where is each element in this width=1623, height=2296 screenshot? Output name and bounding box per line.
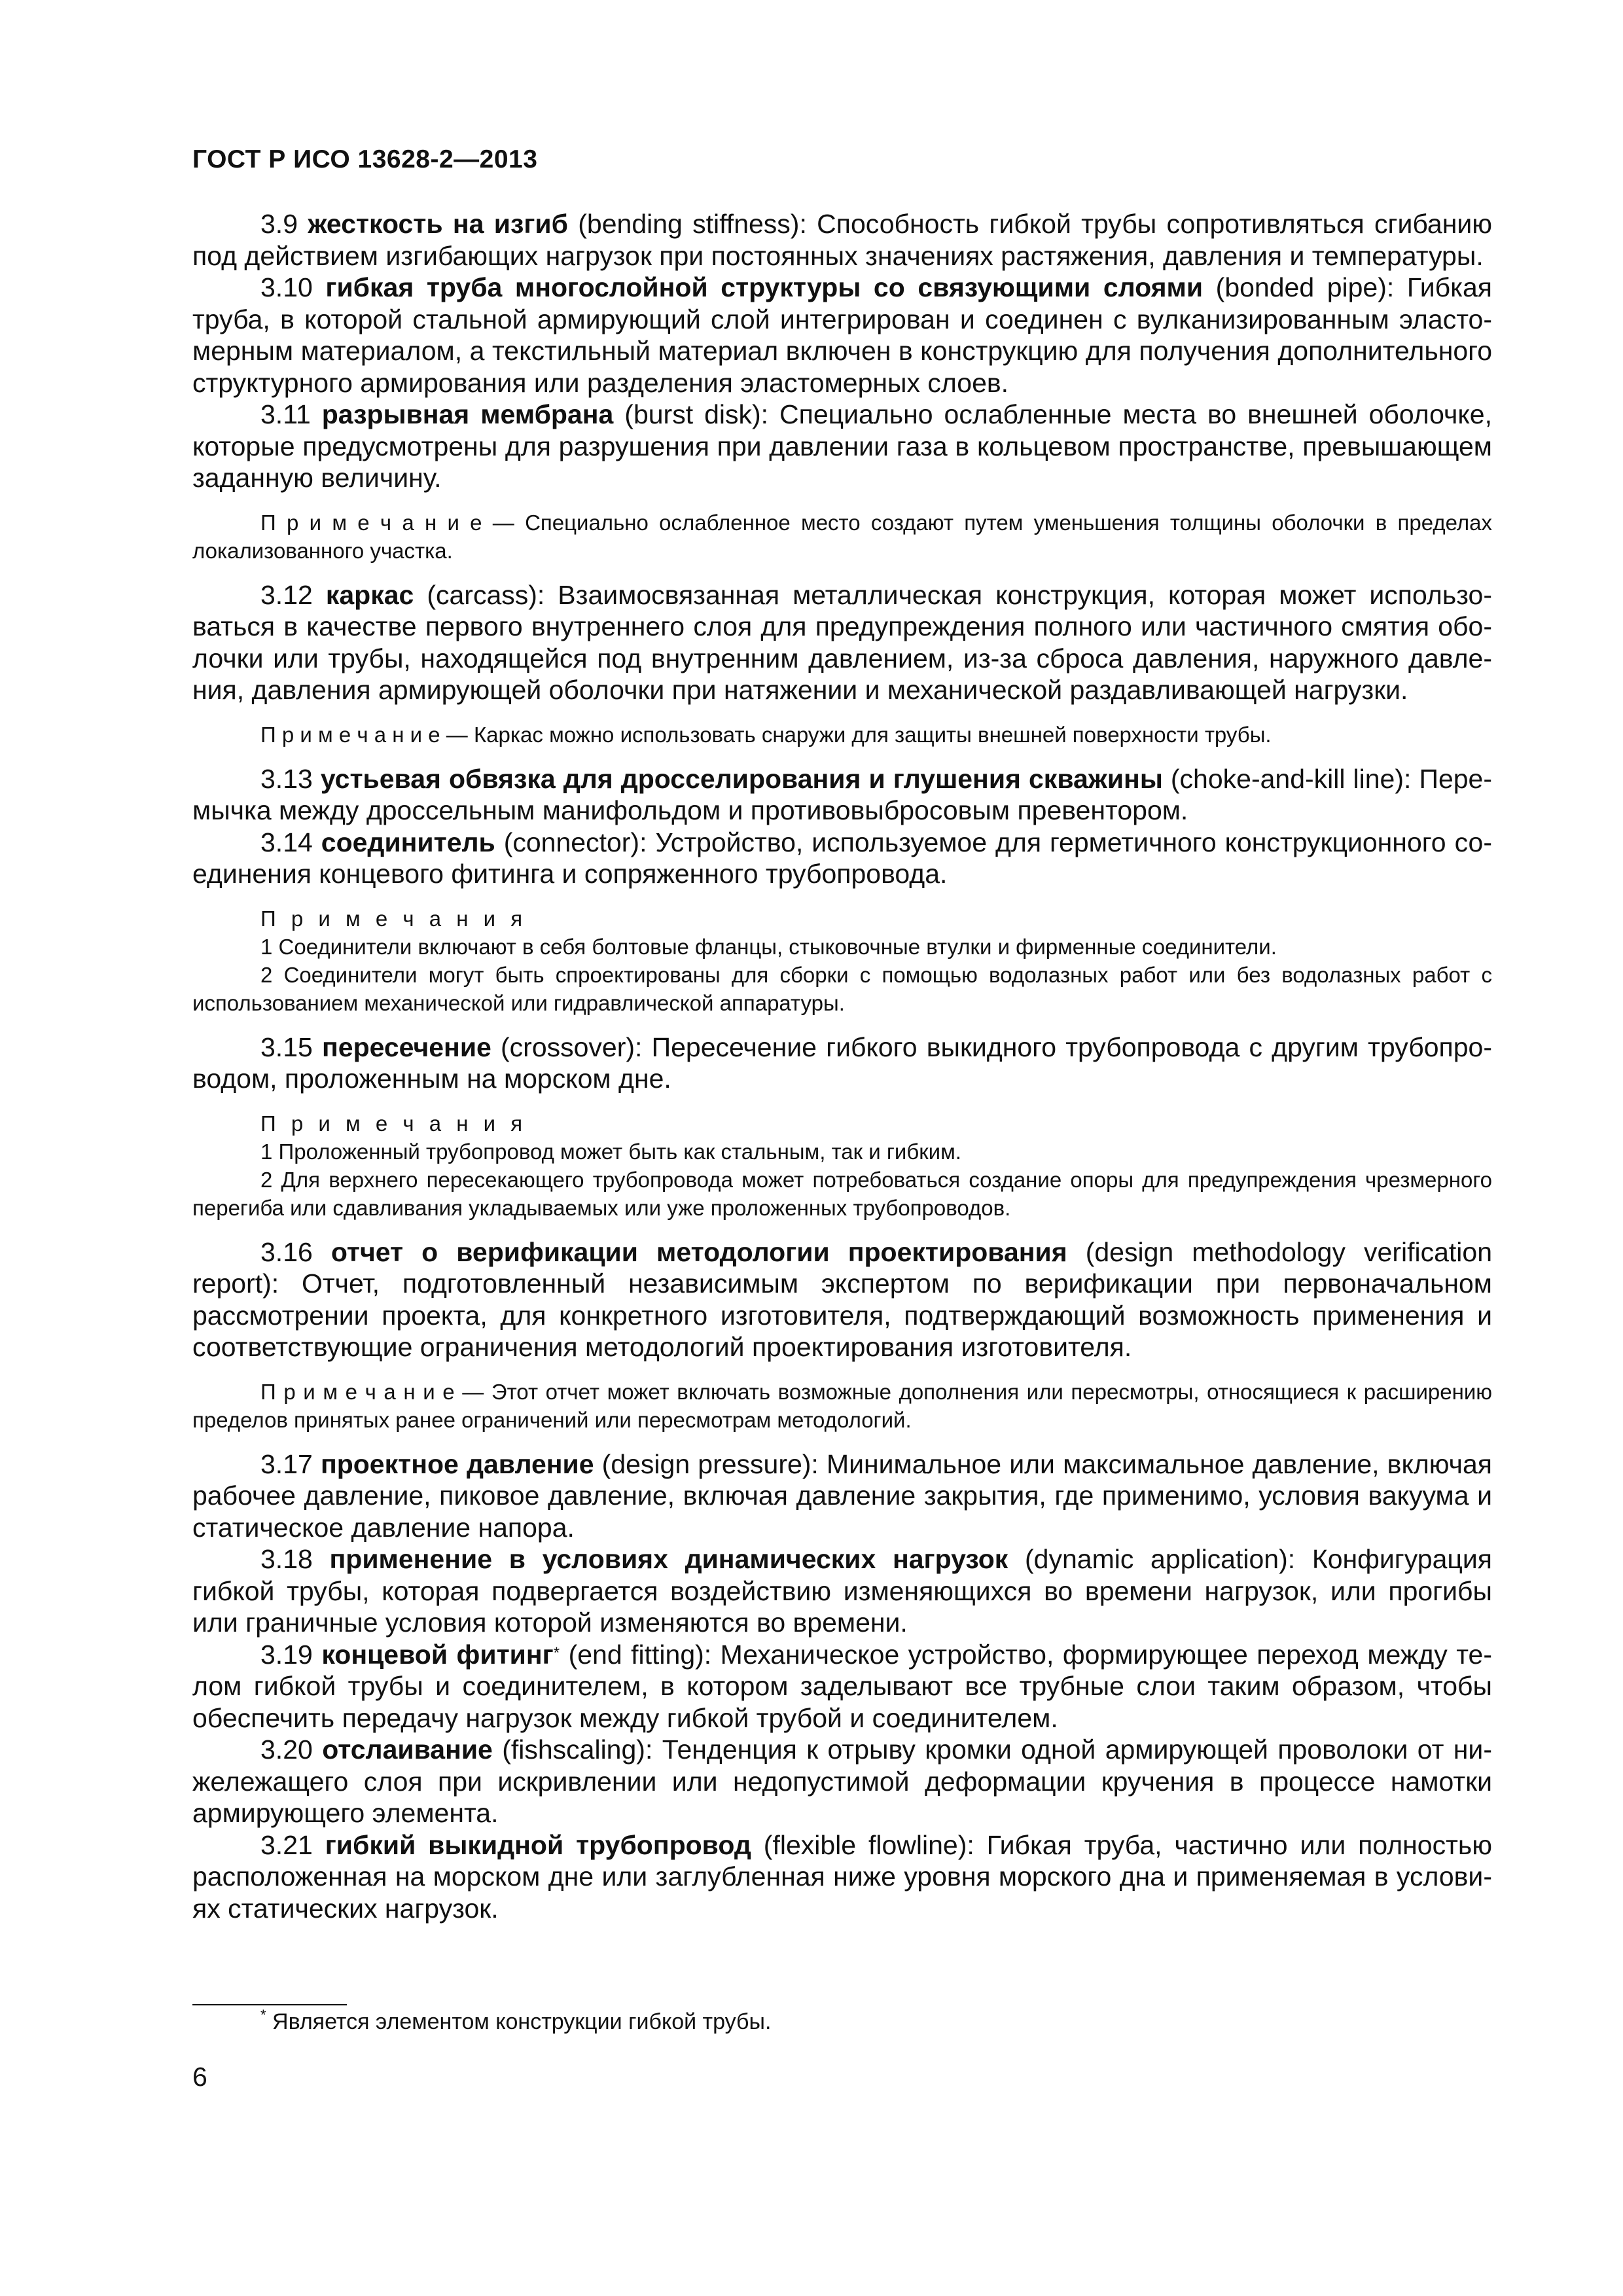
note-label: П р и м е ч а н и я — [260, 1111, 527, 1136]
note-label: П р и м е ч а н и е — [260, 1379, 455, 1404]
term-title: отслаивание — [322, 1734, 493, 1765]
note-item-1: 1 Проложенный трубопровод может быть как стальным, так и гибким. — [260, 1139, 961, 1164]
term-english: (flexible flowline): — [751, 1829, 974, 1860]
footnote-text: Является элементом конструкции гибкой трубы. — [266, 2009, 772, 2034]
term-number: 3.18 — [260, 1544, 313, 1574]
term-3-17 — [192, 1448, 1492, 1544]
term-number: 3.20 — [260, 1734, 313, 1765]
term-title: применение в условиях динамических нагрузок — [329, 1544, 1008, 1574]
page-number: 6 — [192, 2062, 207, 2092]
term-english: (carcass): — [414, 579, 545, 610]
term-title: жесткость на изгиб — [308, 209, 568, 239]
term-definition: Гибкая труба, в которой стальной армирующий слой интегрирован и соединен с вулканизированным эластомерным материалом, а текстильный материал включен в конструкцию для получения дополнительного структурного армирования или разделения эластомерных слоев. — [192, 272, 1492, 398]
term-number: 3.12 — [260, 579, 313, 610]
term-3-12 — [192, 579, 1492, 706]
term-english: (choke-and-kill line): — [1162, 763, 1412, 794]
term-title: отчет о верификации методологии проектирования — [330, 1236, 1067, 1267]
note-text: — Этот отчет может включать возможные дополнения или пересмотры, относящиеся к расширению пределов принятых ранее ограничений или пересмотрам методологий. — [192, 1379, 1493, 1432]
term-number: 3.17 — [260, 1448, 313, 1479]
term-definition: Способность гибкой трубы сопротивляться сгибанию под действием изгибающих нагрузок при постоянных значениях растяжения, давления и температуры. — [192, 209, 1492, 271]
term-number: 3.10 — [260, 272, 313, 302]
term-definition: Перемычка между дроссельным манифольдом и противовыбросовым превентором. — [192, 763, 1493, 825]
term-title: гибкая труба многослойной структуры со связующими слоями — [325, 272, 1204, 302]
term-title: пересечение — [322, 1031, 491, 1062]
footnote-marker: * — [260, 2007, 266, 2023]
term-english: (connector): — [495, 827, 647, 857]
term-number: 3.19 — [260, 1639, 313, 1670]
term-number: 3.13 — [260, 763, 313, 794]
term-definition: Механическое устройство, формирующее переход между телом гибкой трубы и соединителем, в котором заделывают все трубные слои таким образом, чтобы обеспечить передачу нагрузок между гибкой трубой и соединителем. — [192, 1639, 1492, 1733]
term-title: проектное давление — [320, 1448, 594, 1479]
term-title: соединитель — [321, 827, 495, 857]
term-3-14 — [192, 827, 1492, 890]
note-3-11 — [192, 509, 1492, 565]
term-english: (fishscaling): — [492, 1734, 653, 1765]
term-3-10 — [192, 272, 1492, 399]
term-definition: Тенденция к отрыву кромки одной армирующей проволоки от нижележащего слоя при искривлении или недопустимой деформации кручения в процессе намотки армирующего элемента. — [192, 1734, 1492, 1828]
term-definition: Специально ослабленные места во внешней оболочке, которые предусмотрены для разрушения при давлении газа в кольцевом пространстве, превышающем заданную величину. — [192, 399, 1492, 493]
footnote — [260, 2009, 771, 2035]
note-3-14 — [192, 905, 1492, 1017]
footnote-marker: * — [553, 1643, 560, 1662]
note-3-15 — [192, 1109, 1492, 1222]
term-english: (dynamic application): — [1008, 1544, 1296, 1574]
term-english: (crossover): — [491, 1031, 643, 1062]
term-definition: Отчет, подготовленный независимым экспертом по верификации при первоначальном рассмотрении проекта, для конкретного изготовителя, подтверждающий возможность применения и соответствующие ограничения методологий проектирования изготовителя. — [192, 1268, 1492, 1362]
term-english: (design methodology verification report): — [192, 1236, 1492, 1299]
term-3-20 — [192, 1734, 1492, 1829]
note-label: П р и м е ч а н и е — [260, 722, 440, 747]
terms-body — [192, 208, 1492, 1924]
note-item-2: 2 Для верхнего пересекающего трубопровода может потребоваться создание опоры для предупреждения чрезмерного перегиба или сдавливания укладываемых или уже проложенных трубопроводов. — [192, 1167, 1492, 1220]
term-3-16 — [192, 1236, 1492, 1363]
note-item-1: 1 Соединители включают в себя болтовые фланцы, стыковочные втулки и фирменные соединители. — [260, 934, 1277, 959]
note-label: П р и м е ч а н и я — [260, 906, 527, 931]
term-english: (burst disk): — [613, 399, 769, 429]
term-definition: Гибкая труба, частично или полностью расположенная на морском дне или заглубленная ниже уровня морского дна и применяемая в условиях статических нагрузок. — [192, 1829, 1492, 1924]
term-title: гибкий выкидной трубопровод — [325, 1829, 751, 1860]
note-label: П р и м е ч а н и е — [260, 510, 482, 535]
term-3-9 — [192, 208, 1492, 272]
term-3-13 — [192, 763, 1492, 827]
term-3-18 — [192, 1543, 1492, 1639]
term-definition: Взаимосвязанная металлическая конструкция, которая может использоваться в качестве первого внутреннего слоя для предупреждения полного или частичного смятия оболочки или трубы, находящейся под внутренним давлением, из-за сброса давления, наружного давления, давления армирующей оболочки при натяжении и механической раздавливающей нагрузки. — [192, 579, 1492, 705]
term-title: каркас — [325, 579, 414, 610]
note-text: — Специально ослабленное место создают путем уменьшения толщины оболочки в пределах локализованного участка. — [192, 510, 1492, 563]
term-definition: Минимальное или максимальное давление, включая рабочее давление, пиковое давление, включая давление закрытия, где применимо, условия вакуума и статическое давление напора. — [192, 1448, 1492, 1543]
term-3-21 — [192, 1829, 1492, 1925]
term-definition: Конфигурация гибкой трубы, которая подвергается воздействию изменяющихся во времени нагрузок, или прогибы или граничные условия которой изменяются во времени. — [192, 1544, 1492, 1638]
term-3-11 — [192, 399, 1492, 494]
note-item-2: 2 Соединители могут быть спроектированы для сборки с помощью водолазных работ или без водолазных работ с использованием механической или гидравлической аппаратуры. — [192, 962, 1492, 1015]
term-3-19 — [192, 1639, 1492, 1734]
note-3-16 — [192, 1378, 1492, 1434]
term-definition: Устройство, используемое для герметичного конструкционного соединения концевого фитинга и сопряженного трубопровода. — [192, 827, 1492, 889]
term-title: устьевая обвязка для дросселирования и глушения скважины — [320, 763, 1163, 794]
term-english: (bending stiffness): — [567, 209, 807, 239]
term-number: 3.15 — [260, 1031, 313, 1062]
term-english: (design pressure): — [594, 1448, 819, 1479]
term-definition: Пересечение гибкого выкидного трубопровода с другим трубопроводом, проложенным на морском дне. — [192, 1031, 1492, 1094]
term-number: 3.9 — [260, 209, 298, 239]
term-number: 3.14 — [260, 827, 313, 857]
term-number: 3.11 — [260, 399, 311, 429]
footnote-divider — [192, 2004, 347, 2005]
term-english: (end fitting): — [560, 1639, 712, 1670]
term-title: разрывная мембрана — [321, 399, 614, 429]
term-number: 3.16 — [260, 1236, 313, 1267]
note-text: — Каркас можно использовать снаружи для защиты внешней поверхности трубы. — [440, 722, 1272, 747]
term-3-15 — [192, 1031, 1492, 1095]
document-code-header: ГОСТ Р ИСО 13628-2—2013 — [192, 145, 538, 173]
term-english: (bonded pipe): — [1203, 272, 1395, 302]
term-title: концевой фитинг — [321, 1639, 554, 1670]
note-3-12 — [192, 721, 1492, 749]
term-number: 3.21 — [260, 1829, 313, 1860]
